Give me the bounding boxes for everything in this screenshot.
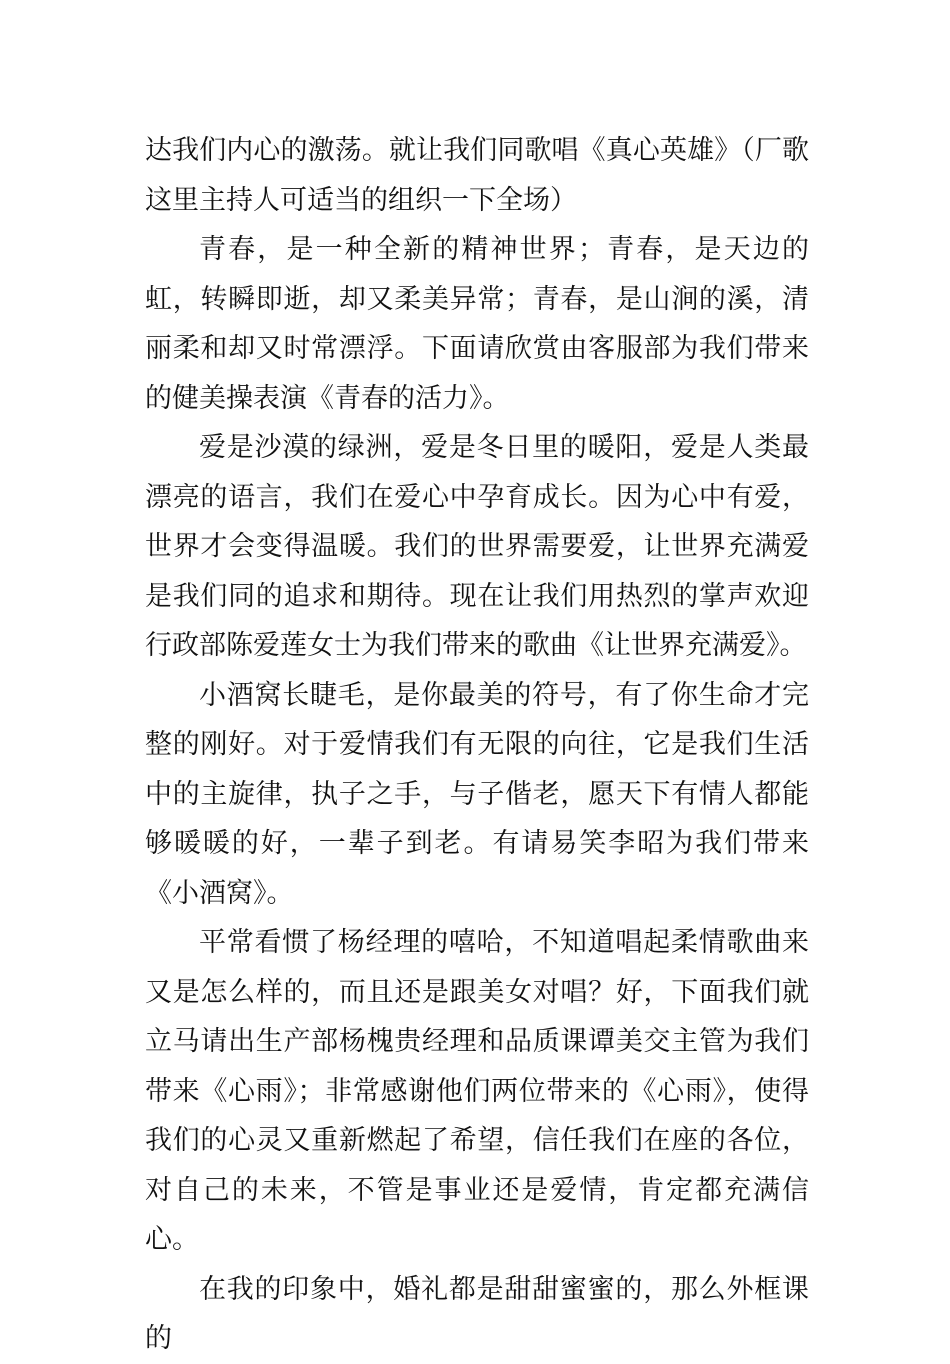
paragraph-4: 小酒窝长睫毛，是你最美的符号，有了你生命才完整的刚好。对于爱情我们有无限的向往，它是我们生活中的主旋律，执子之手，与子偕老，愿天下有情人都能够暖暖的好，一辈子到老。有请易笑李昭为我们带来《小酒窝》。 — [145, 679, 809, 909]
paragraph-1: 达我们内心的激荡。就让我们同歌唱《真心英雄》（厂歌这里主持人可适当的组织一下全场） — [145, 135, 809, 216]
paragraph-6: 在我的印象中，婚礼都是甜甜蜜蜜的，那么外框课的 — [145, 1273, 809, 1354]
paragraph-3: 爱是沙漠的绿洲，爱是冬日里的暖阳，爱是人类最漂亮的语言，我们在爱心中孕育成长。因为心中有爱，世界才会变得温暖。我们的世界需要爱，让世界充满爱是我们同的追求和期待。现在让我们用热烈的掌声欢迎行政部陈爱莲女士为我们带来的歌曲《让世界充满爱》。 — [145, 432, 809, 661]
paragraph-2: 青春，是一种全新的精神世界；青春，是天边的虹，转瞬即逝，却又柔美异常；青春，是山涧的溪，清丽柔和却又时常漂浮。下面请欣赏由客服部为我们带来的健美操表演《青春的活力》。 — [145, 234, 809, 414]
paragraph-5: 平常看惯了杨经理的嘻哈，不知道唱起柔情歌曲来又是怎么样的，而且还是跟美女对唱？好，下面我们就立马请出生产部杨槐贵经理和品质课谭美交主管为我们带来《心雨》；非常感谢他们两位带来的《心雨》，使得我们的心灵又重新燃起了希望，信任我们在座的各位，对自己的未来，不管是事业还是爱情，肯定都充满信心。 — [145, 927, 809, 1255]
document-body — [145, 126, 809, 1364]
